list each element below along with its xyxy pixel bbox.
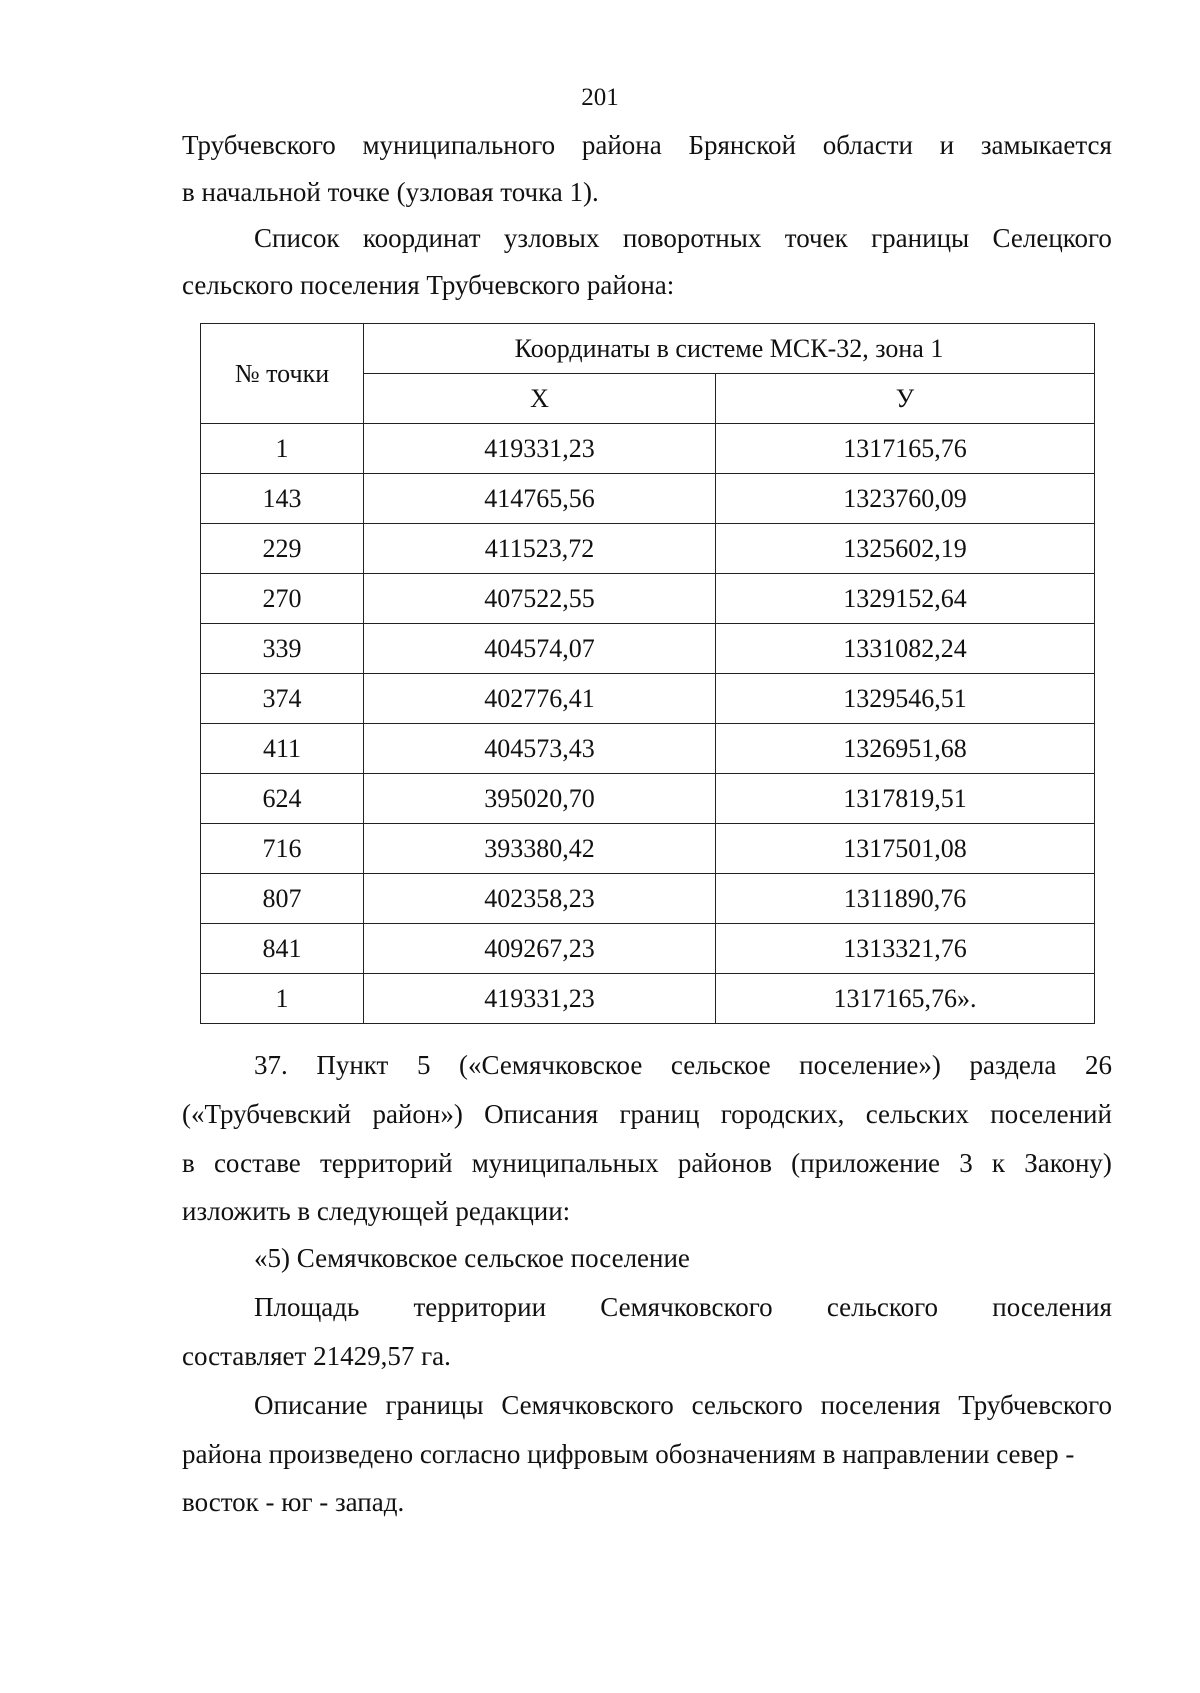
table-row xyxy=(201,474,1095,524)
cell-point-number: 624 xyxy=(201,774,364,824)
word: («Трубчевский xyxy=(182,1099,352,1129)
cell-y: 1317165,76 xyxy=(716,424,1095,474)
word: Площадь xyxy=(254,1292,360,1322)
word: Селецкого xyxy=(992,223,1112,253)
word: Список xyxy=(254,223,340,253)
paragraph-3-line-4: изложить в следующей редакции: xyxy=(182,1196,571,1226)
word: 26 xyxy=(1084,1050,1112,1080)
word: сельских xyxy=(865,1099,969,1129)
cell-x: 402776,41 xyxy=(364,674,716,724)
paragraph-1-line-2: в начальной точке (узловая точка 1). xyxy=(182,177,599,207)
cell-point-number: 841 xyxy=(201,924,364,974)
word: Семячковского xyxy=(501,1390,674,1420)
word: и xyxy=(939,130,955,160)
word: территории xyxy=(413,1292,547,1322)
cell-y: 1329546,51 xyxy=(716,674,1095,724)
word: Закону) xyxy=(1024,1148,1112,1178)
word: сельского xyxy=(826,1292,939,1322)
cell-x: 395020,70 xyxy=(364,774,716,824)
word: муниципальных xyxy=(471,1148,659,1178)
word: 3 xyxy=(959,1148,973,1178)
word: поселения xyxy=(820,1390,941,1420)
word: территорий xyxy=(319,1148,453,1178)
table-row xyxy=(201,974,1095,1024)
word: (приложение xyxy=(791,1148,941,1178)
coordinates-table xyxy=(200,323,1095,1024)
cell-point-number: 229 xyxy=(201,524,364,574)
word: городских, xyxy=(720,1099,845,1129)
cell-point-number: 716 xyxy=(201,824,364,874)
cell-point-number: 411 xyxy=(201,724,364,774)
word: поселений xyxy=(990,1099,1112,1129)
section-heading: «5) Семячковское сельское поселение xyxy=(254,1243,690,1273)
cell-point-number: 807 xyxy=(201,874,364,924)
cell-y: 1317501,08 xyxy=(716,824,1095,874)
cell-point-number: 339 xyxy=(201,624,364,674)
cell-y: 1326951,68 xyxy=(716,724,1095,774)
cell-y: 1329152,64 xyxy=(716,574,1095,624)
paragraph-5-line-1 xyxy=(254,1290,1112,1324)
word: район») xyxy=(372,1099,463,1129)
word: Трубчевского xyxy=(182,130,336,160)
paragraph-6-line-3: восток - юг - запад. xyxy=(182,1487,405,1517)
paragraph-6-line-2: района произведено согласно цифровым обозначениям в направлении север - xyxy=(182,1439,1075,1469)
table-row xyxy=(201,624,1095,674)
word: Описание xyxy=(254,1390,368,1420)
cell-y: 1311890,76 xyxy=(716,874,1095,924)
header-point-number: № точки xyxy=(201,324,364,424)
word: границ xyxy=(619,1099,700,1129)
paragraph-3-line-2 xyxy=(182,1097,1112,1131)
table-row xyxy=(201,824,1095,874)
cell-x: 409267,23 xyxy=(364,924,716,974)
word: координат xyxy=(362,223,481,253)
word: поселение») xyxy=(799,1050,941,1080)
word: узловых xyxy=(503,223,600,253)
cell-y: 1313321,76 xyxy=(716,924,1095,974)
table-row xyxy=(201,874,1095,924)
cell-point-number: 1 xyxy=(201,974,364,1024)
cell-x: 419331,23 xyxy=(364,424,716,474)
word: Трубчевского xyxy=(958,1390,1112,1420)
cell-y: 1317819,51 xyxy=(716,774,1095,824)
paragraph-5-line-2: составляет 21429,57 га. xyxy=(182,1341,451,1371)
cell-x: 402358,23 xyxy=(364,874,716,924)
word: границы xyxy=(871,223,970,253)
paragraph-3-line-1 xyxy=(254,1048,1112,1082)
cell-x: 414765,56 xyxy=(364,474,716,524)
paragraph-6-line-1 xyxy=(254,1388,1112,1422)
word: районов xyxy=(677,1148,772,1178)
word: замыкается xyxy=(980,130,1112,160)
word: сельское xyxy=(670,1050,771,1080)
word: сельского xyxy=(691,1390,803,1420)
cell-point-number: 270 xyxy=(201,574,364,624)
header-x: Х xyxy=(364,374,716,424)
word: Брянской xyxy=(688,130,796,160)
cell-y: 1317165,76». xyxy=(716,974,1095,1024)
cell-y: 1331082,24 xyxy=(716,624,1095,674)
cell-x: 404574,07 xyxy=(364,624,716,674)
header-coordinate-system: Координаты в системе МСК-32, зона 1 xyxy=(364,324,1095,374)
word: границы xyxy=(385,1390,484,1420)
word: поворотных xyxy=(622,223,762,253)
word: Семячковского xyxy=(600,1292,773,1322)
cell-x: 419331,23 xyxy=(364,974,716,1024)
table-row xyxy=(201,574,1095,624)
word: муниципального xyxy=(362,130,556,160)
coordinates-table-body xyxy=(201,424,1095,1024)
paragraph-2-line-2: сельского поселения Трубчевского района: xyxy=(182,270,675,300)
cell-point-number: 1 xyxy=(201,424,364,474)
paragraph-3-line-3 xyxy=(182,1146,1112,1180)
table-row xyxy=(201,424,1095,474)
header-y: У xyxy=(716,374,1095,424)
table-row xyxy=(201,674,1095,724)
table-row xyxy=(201,924,1095,974)
word: 37. xyxy=(254,1050,288,1080)
cell-point-number: 374 xyxy=(201,674,364,724)
word: области xyxy=(822,130,913,160)
paragraph-1-line-1 xyxy=(182,128,1112,162)
word: в xyxy=(182,1148,195,1178)
word: поселения xyxy=(992,1292,1112,1322)
word: составе xyxy=(213,1148,301,1178)
word: Описания xyxy=(484,1099,599,1129)
paragraph-2-line-1 xyxy=(254,221,1112,255)
word: Пункт xyxy=(316,1050,389,1080)
word: 5 xyxy=(416,1050,431,1080)
cell-x: 404573,43 xyxy=(364,724,716,774)
table-row xyxy=(201,724,1095,774)
cell-x: 407522,55 xyxy=(364,574,716,624)
table-row xyxy=(201,524,1095,574)
cell-y: 1323760,09 xyxy=(716,474,1095,524)
cell-point-number: 143 xyxy=(201,474,364,524)
table-row xyxy=(201,774,1095,824)
word: района xyxy=(581,130,662,160)
word: раздела xyxy=(969,1050,1057,1080)
word: («Семячковское xyxy=(459,1050,643,1080)
word: к xyxy=(991,1148,1006,1178)
page-number: 201 xyxy=(581,84,619,111)
word: точек xyxy=(784,223,848,253)
cell-x: 411523,72 xyxy=(364,524,716,574)
cell-x: 393380,42 xyxy=(364,824,716,874)
cell-y: 1325602,19 xyxy=(716,524,1095,574)
